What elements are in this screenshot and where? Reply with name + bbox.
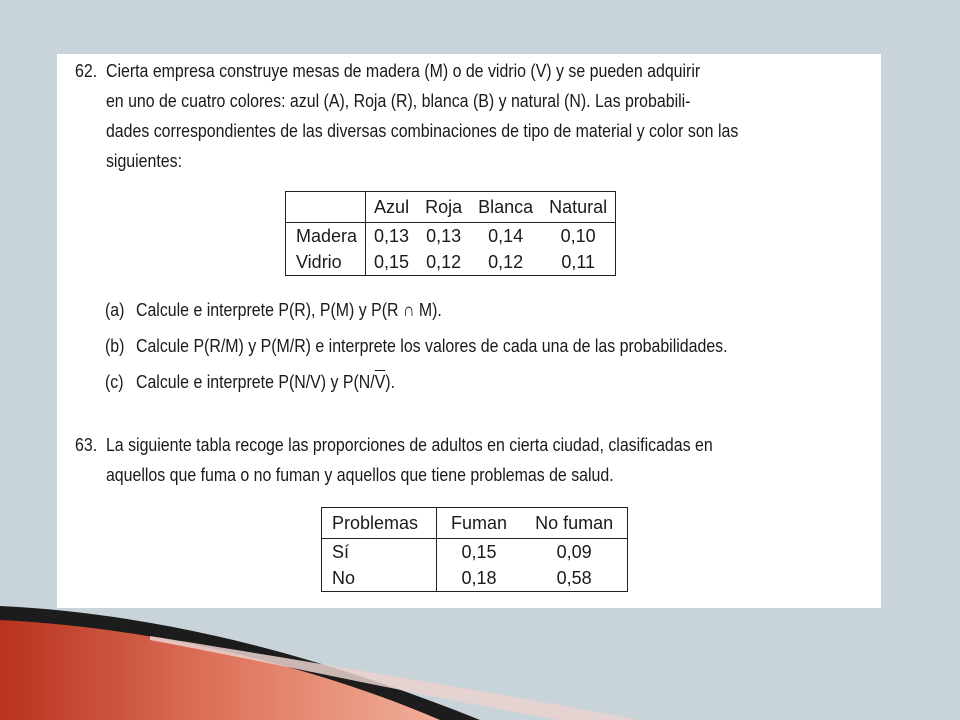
table-header-row	[322, 508, 628, 539]
table-cell: 0,12	[488, 251, 524, 272]
statement-line: La siguiente tabla recoge las proporciones de adultos en cierta ciudad, clasificadas en	[105, 434, 713, 455]
table-cell: 0,09	[556, 541, 592, 562]
part-text: Calcule e interprete P(R), P(M) y P(R ∩ M).	[135, 299, 442, 320]
part-b	[105, 328, 879, 364]
table-cell: 0,58	[556, 567, 592, 588]
part-text: Calcule P(R/M) y P(M/R) e interprete los valores de cada una de las probabilidades.	[135, 335, 728, 356]
part-a	[105, 292, 879, 328]
table-cell: 0,10	[560, 225, 596, 246]
statement-line: en uno de cuatro colores: azul (A), Roja (R), blanca (B) y natural (N). Las probabili-	[105, 90, 691, 111]
complement-symbol: $\overline{V}$	[374, 371, 386, 392]
table-row	[322, 539, 628, 566]
column-header: No fuman	[521, 508, 628, 539]
table-cell: 0,12	[426, 251, 462, 272]
exercise-number: 63.	[75, 434, 98, 455]
table-row	[322, 565, 628, 592]
row-header: Sí	[322, 539, 437, 566]
exercise-63	[75, 430, 754, 490]
table-row	[286, 223, 616, 250]
exercise-62-parts	[105, 292, 879, 400]
table-cell: 0,13	[426, 225, 462, 246]
part-text-end: ).	[385, 371, 396, 392]
part-label: (b)	[105, 335, 125, 356]
table-cell: 0,14	[488, 225, 524, 246]
row-header: Madera	[286, 223, 366, 250]
column-header: Azul	[366, 192, 418, 223]
document-page	[57, 54, 881, 608]
table-cell: 0,18	[461, 567, 497, 588]
exercise-statement	[106, 430, 863, 490]
table-row	[286, 249, 616, 276]
smoking-health-table	[321, 507, 628, 592]
table-header-row	[286, 192, 616, 223]
row-header: No	[322, 565, 437, 592]
table-corner-cell	[286, 192, 366, 223]
table-cell: 0,15	[374, 251, 410, 272]
statement-line: aquellos que fuma o no fuman y aquellos que tiene problemas de salud.	[105, 464, 614, 485]
part-text: Calcule e interprete P(N/V) y P(N/	[135, 371, 375, 392]
column-header: Fuman	[437, 508, 522, 539]
part-c	[105, 364, 879, 400]
part-label: (a)	[105, 299, 125, 320]
table-cell: 0,11	[561, 251, 596, 272]
statement-line: dades correspondientes de las diversas combinaciones de tipo de material y color son las	[105, 120, 739, 141]
table-cell: 0,15	[461, 541, 497, 562]
row-header: Vidrio	[286, 249, 366, 276]
exercise-number: 62.	[75, 60, 98, 81]
exercise-statement	[106, 56, 863, 176]
column-header: Problemas	[322, 508, 437, 539]
column-header: Natural	[541, 192, 616, 223]
table-cell: 0,13	[374, 225, 410, 246]
statement-line: Cierta empresa construye mesas de madera (M) o de vidrio (V) y se pueden adquirir	[105, 60, 701, 81]
part-label: (c)	[105, 371, 124, 392]
exercise-62	[75, 56, 754, 176]
statement-line: siguientes:	[105, 150, 183, 171]
material-color-table	[285, 191, 616, 276]
column-header: Roja	[417, 192, 470, 223]
column-header: Blanca	[470, 192, 541, 223]
decorative-swoosh	[0, 600, 960, 720]
